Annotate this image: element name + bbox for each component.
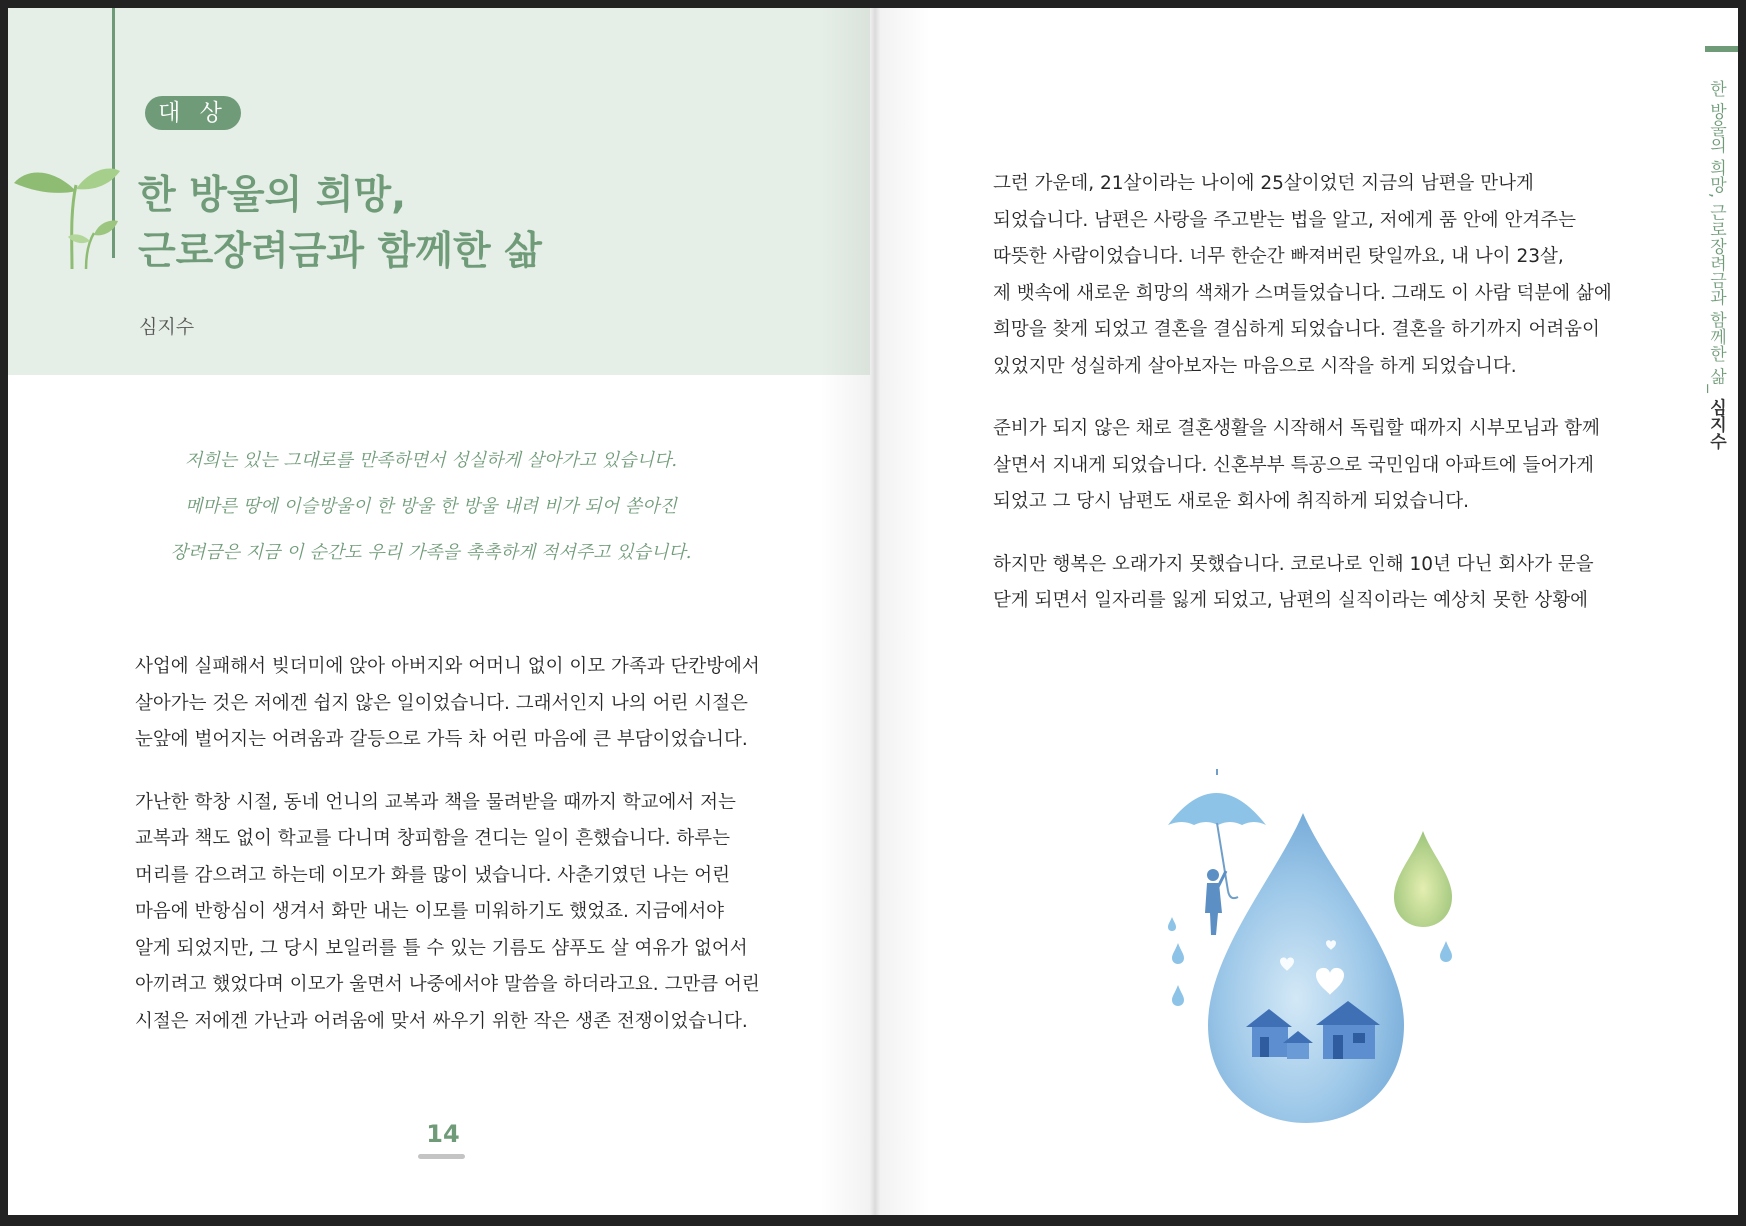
paragraph bbox=[993, 547, 1616, 620]
text-line: 살아가는 것은 저에겐 쉽지 않은 일이었습니다. 그래서인지 나의 어린 시절은 bbox=[135, 692, 748, 714]
text-line: 닫게 되면서 일자리를 잃게 되었고, 남편의 실직이라는 예상치 못한 상황에 bbox=[993, 590, 1588, 611]
text-line: 아끼려고 했었다며 이모가 울면서 나중에서야 말씀을 하더라고요. 그만큼 어린 bbox=[135, 974, 760, 995]
paragraph bbox=[135, 785, 758, 1041]
text-line: 제 뱃속에 새로운 희망의 색채가 스며들었습니다. 그래도 이 사람 덕분에 삶에 bbox=[993, 282, 1612, 304]
text-line: 그런 가운데, 21살이라는 나이에 25살이었던 지금의 남편을 만나게 bbox=[993, 173, 1534, 194]
side-tab-marker bbox=[1705, 46, 1738, 52]
quote-line: 장려금은 지금 이 순간도 우리 가족을 촉촉하게 적셔주고 있습니다. bbox=[170, 542, 692, 563]
text-line: 눈앞에 벌어지는 어려움과 갈등으로 가득 차 어린 마음에 큰 부담이었습니다. bbox=[135, 729, 748, 750]
pull-quote bbox=[138, 438, 724, 576]
quote-line: 메마른 땅에 이슬방울이 한 방울 한 방울 내려 비가 되어 쏟아진 bbox=[185, 496, 677, 517]
left-body-text bbox=[135, 649, 758, 1066]
text-line: 머리를 감으려고 하는데 이모가 화를 많이 냈습니다. 사춘기였던 나는 어린 bbox=[135, 864, 730, 886]
running-header-title: 한 방울의 희망, 근로장려금과 함께한 삶_ bbox=[1706, 80, 1726, 399]
category-badge: 대 상 bbox=[145, 96, 241, 130]
page-number-underline bbox=[418, 1154, 465, 1159]
quote-line: 저희는 있는 그대로를 만족하면서 성실하게 살아가고 있습니다. bbox=[184, 450, 678, 471]
paragraph bbox=[993, 411, 1616, 521]
text-line: 있었지만 성실하게 살아보자는 마음으로 시작을 하게 되었습니다. bbox=[993, 355, 1517, 377]
paragraph bbox=[993, 166, 1616, 385]
text-line: 따뜻한 사람이었습니다. 너무 한순간 빠져버린 탓일까요, 내 나이 23살, bbox=[993, 246, 1564, 267]
text-line: 준비가 되지 않은 채로 결혼생활을 시작해서 독립할 때까지 시부모님과 함께 bbox=[993, 418, 1600, 439]
text-line: 교복과 책도 없이 학교를 다니며 창피함을 견디는 일이 흔했습니다. 하루는 bbox=[135, 828, 730, 849]
page-number: 14 bbox=[426, 1120, 460, 1148]
title-line-2: 근로장려금과 함께한 삶 bbox=[138, 229, 542, 274]
text-line: 희망을 찾게 되었고 결혼을 결심하게 되었습니다. 결혼을 하기까지 어려움이 bbox=[993, 319, 1600, 340]
paragraph bbox=[135, 649, 758, 759]
text-line: 알게 되었지만, 그 당시 보일러를 틀 수 있는 기름도 샴푸도 살 여유가 없어서 bbox=[135, 937, 748, 959]
author-name: 심지수 bbox=[139, 316, 195, 338]
book-spread bbox=[8, 8, 1738, 1215]
title-line-1: 한 방울의 희망, bbox=[138, 173, 407, 218]
left-page bbox=[8, 8, 870, 1215]
raindrop-illustration bbox=[1148, 763, 1488, 1133]
running-header-author: 심지수 bbox=[1706, 398, 1726, 450]
text-line: 되었고 그 당시 남편도 새로운 회사에 취직하게 되었습니다. bbox=[993, 491, 1469, 512]
text-line: 되었습니다. 남편은 사랑을 주고받는 법을 알고, 저에게 품 안에 안겨주는 bbox=[993, 209, 1576, 231]
running-header bbox=[1704, 80, 1729, 449]
text-line: 살면서 지내게 되었습니다. 신혼부부 특공으로 국민임대 아파트에 들어가게 bbox=[993, 454, 1595, 476]
text-line: 시절은 저에겐 가난과 어려움에 맞서 싸우기 위한 작은 생존 전쟁이었습니다. bbox=[135, 1010, 748, 1032]
right-body-text bbox=[993, 166, 1616, 646]
text-line: 하지만 행복은 오래가지 못했습니다. 코로나로 인해 10년 다닌 회사가 문을 bbox=[993, 553, 1594, 575]
text-line: 가난한 학창 시절, 동네 언니의 교복과 책을 물려받을 때까지 학교에서 저는 bbox=[135, 791, 736, 813]
story-title bbox=[138, 168, 542, 280]
text-line: 마음에 반항심이 생겨서 화만 내는 이모를 미워하기도 했었죠. 지금에서야 bbox=[135, 901, 725, 922]
text-line: 사업에 실패해서 빚더미에 앉아 아버지와 어머니 없이 이모 가족과 단칸방에서 bbox=[135, 656, 760, 677]
sprout-icon bbox=[10, 163, 122, 271]
